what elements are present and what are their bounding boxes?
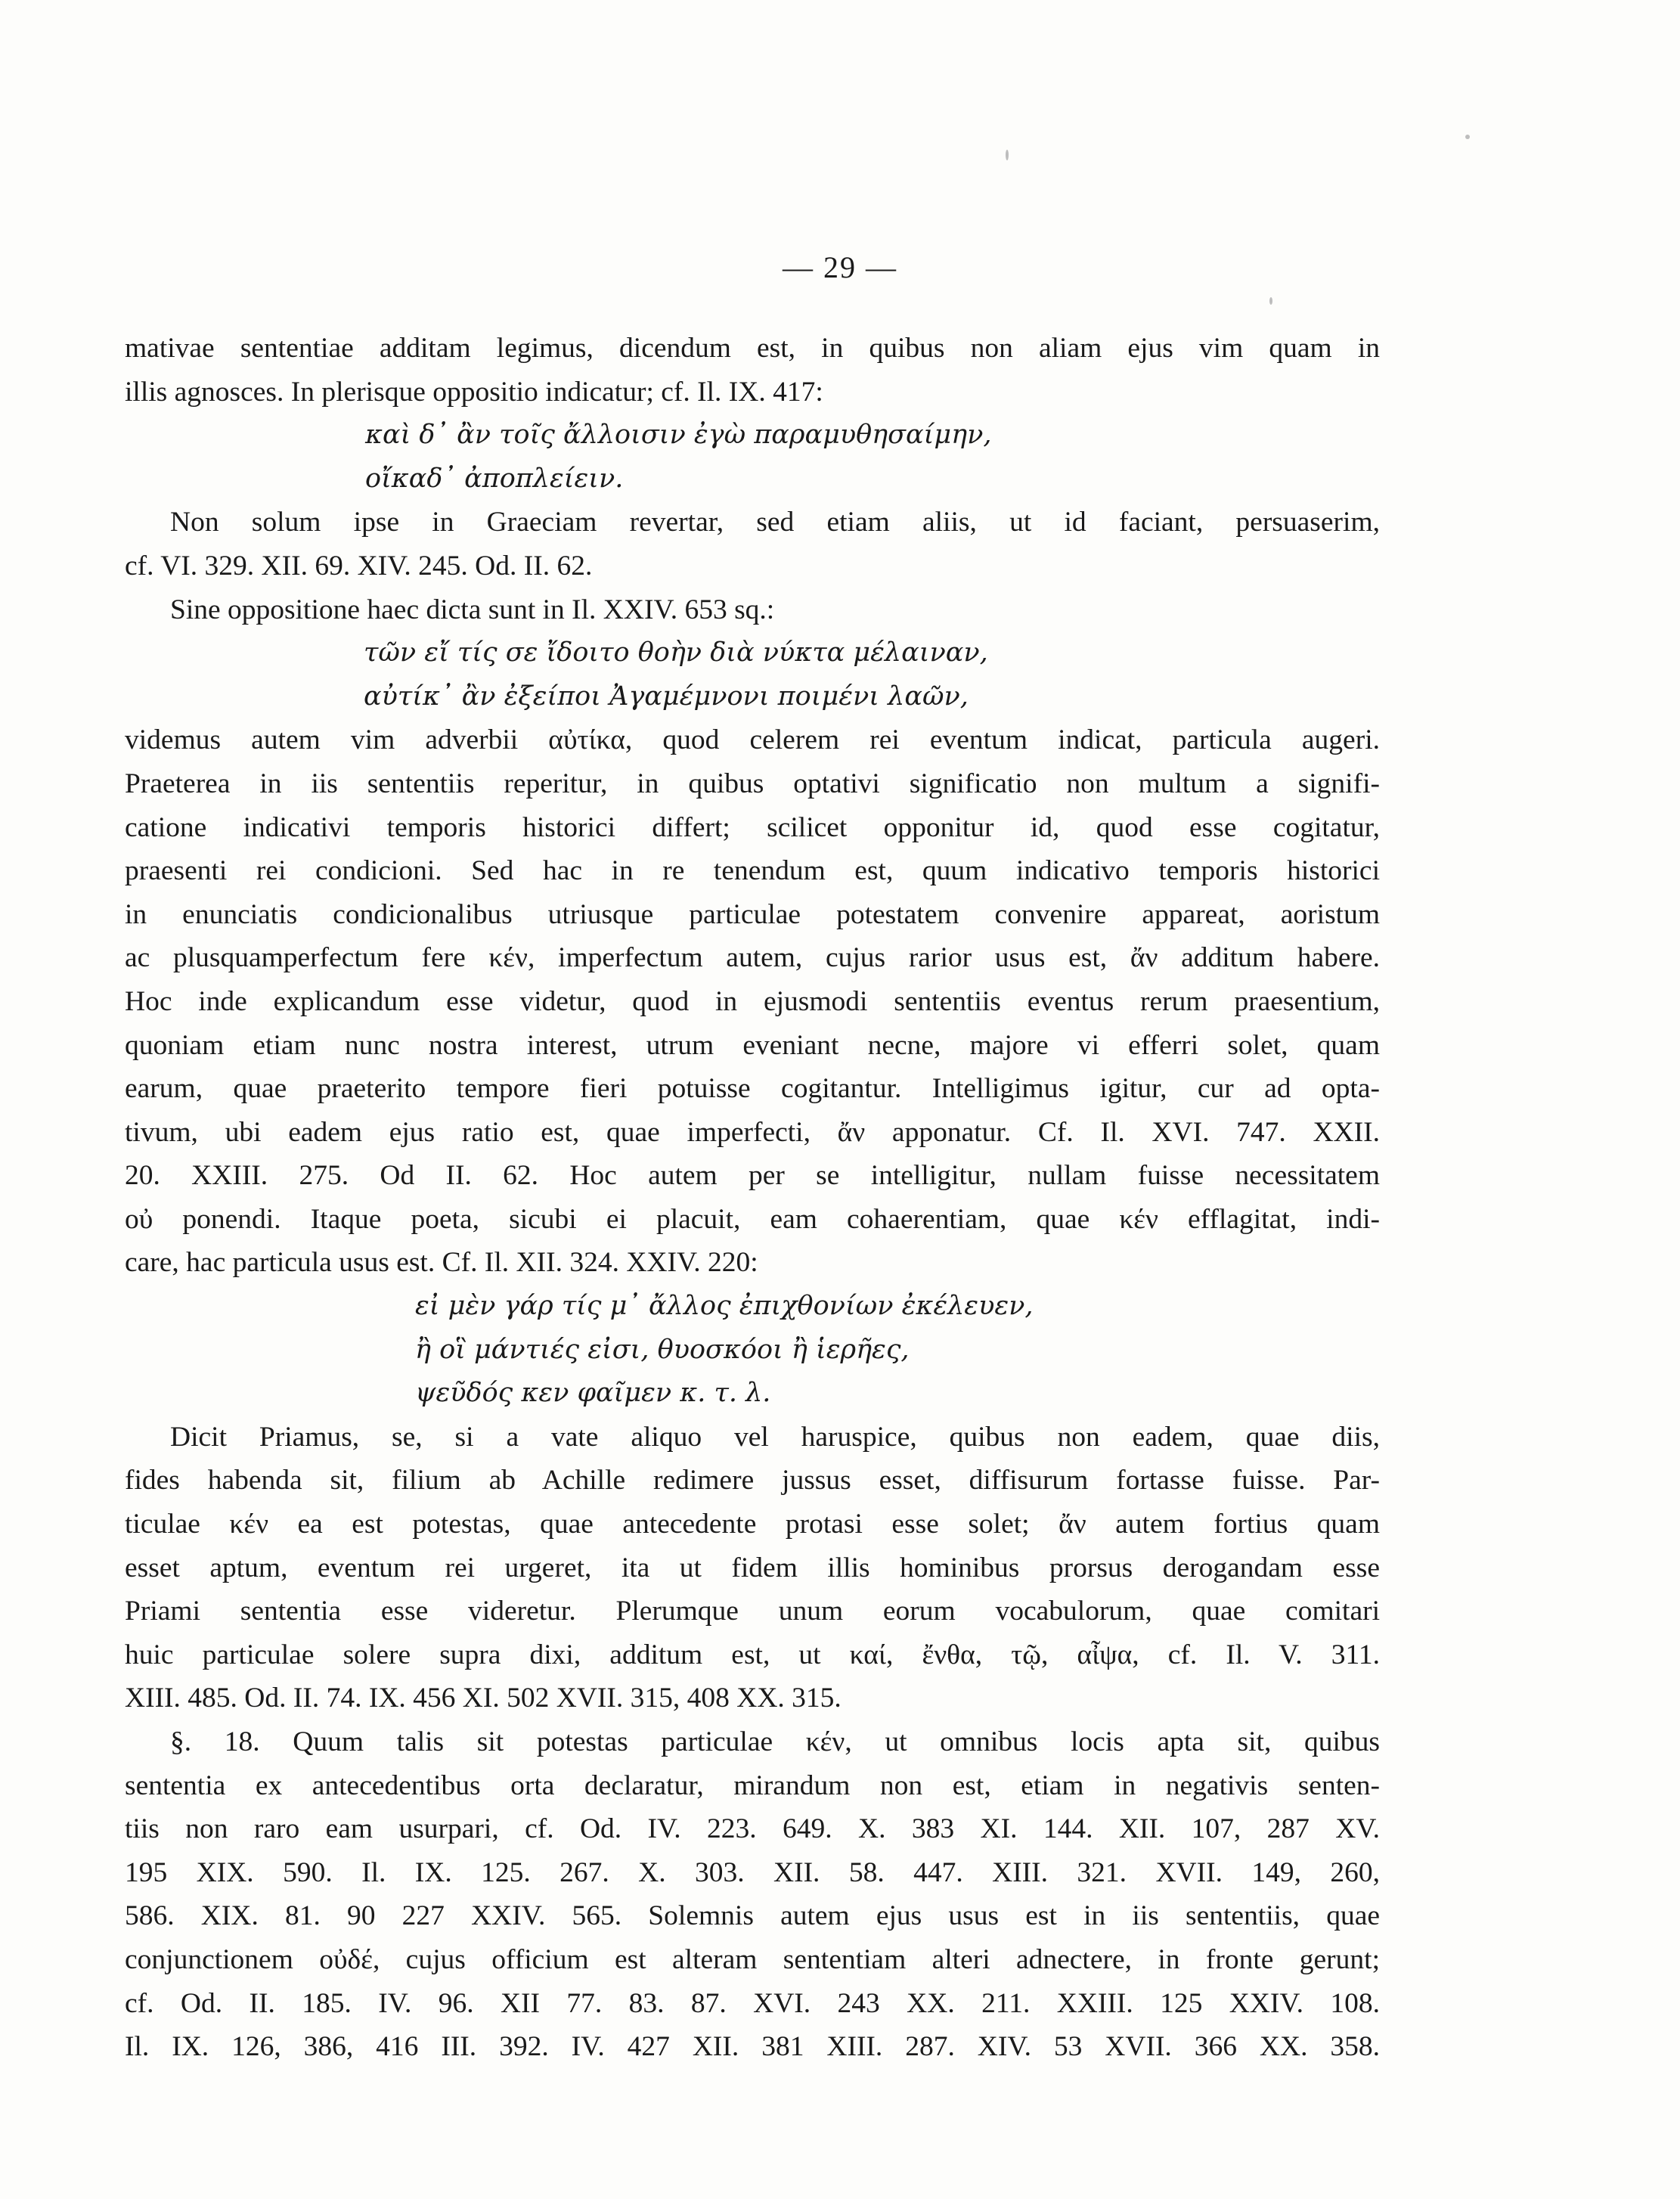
text-line: care, hac particula usus est. Cf. Il. XII. 324. XXIV. 220: (125, 1247, 758, 1279)
verse-line: αὐτίκ᾽ ἂν ἐξείποι Ἀγαμέμνονι ποιμένι λαῶν, (364, 681, 969, 712)
paper-speck (1269, 297, 1272, 305)
verse-line: οἴκαδ᾽ ἀποπλείειν. (365, 463, 624, 494)
text-line: Non solum ipse in Graeciam revertar, sed etiam aliis, ut id faciant, persuaserim, (170, 507, 1380, 538)
text-line: videmus autem vim adverbii αὐτίκα, quod celerem rei eventum indicat, particula augeri. (125, 724, 1380, 756)
paper-speck (1465, 135, 1470, 139)
text-line: XIII. 485. Od. II. 74. IX. 456 XI. 502 XVII. 315, 408 XX. 315. (125, 1683, 842, 1714)
text-line: sententia ex antecedentibus orta declaratur, mirandum non est, etiam in negativis senten- (125, 1769, 1380, 1801)
text-line: 20. XXIII. 275. Od II. 62. Hoc autem per se intelligitur, nullam fuisse necessitatem (125, 1160, 1380, 1192)
text-line: Priami sententia esse videretur. Plerumque unum eorum vocabulorum, quae comitari (125, 1596, 1380, 1627)
verse-line: εἰ μὲν γάρ τίς μ᾽ ἄλλος ἐπιχθονίων ἐκέλευεν, (415, 1291, 1034, 1322)
text-line: mativae sententiae additam legimus, dicendum est, in quibus non aliam ejus vim quam in (125, 333, 1380, 364)
text-line: quoniam etiam nunc nostra interest, utrum eveniant necne, majore vi efferri solet, quam (125, 1029, 1380, 1061)
text-line: cf. VI. 329. XII. 69. XIV. 245. Od. II. 62. (125, 550, 593, 582)
text-line: fides habenda sit, filium ab Achille redimere jussus esset, diffisurum fortasse fuisse. Par- (125, 1465, 1380, 1496)
text-line: esset aptum, eventum rei urgeret, ita ut fidem illis hominibus prorsus derogandam esse (125, 1552, 1380, 1583)
text-line: Hoc inde explicandum esse videtur, quod in ejusmodi sententiis eventus rerum praesentium, (125, 985, 1380, 1017)
text-line: tiis non raro eam usurpari, cf. Od. IV. 223. 649. X. 383 XI. 144. XII. 107, 287 XV. (125, 1813, 1380, 1845)
text-line: ticulae κέν ea est potestas, quae antecedente protasi esse solet; ἄν autem fortius quam (125, 1509, 1380, 1540)
verse-line: καὶ δ᾽ ἂν τοῖς ἄλλοισιν ἐγὼ παραμυθησαίμην, (365, 420, 992, 451)
page-number: — 29 — (783, 250, 897, 284)
text-line: catione indicativi temporis historici differt; scilicet opponitur id, quod esse cogitatur, (125, 811, 1380, 843)
text-line: conjunctionem οὐδέ, cujus officium est alteram sententiam alteri adnectere, in fronte gerunt; (125, 1943, 1380, 1975)
verse-line: ἢ οἳ μάντιές εἰσι, θυοσκόοι ἢ ἱερῆες, (415, 1334, 910, 1365)
text-line: Praeterea in iis sententiis reperitur, in quibus optativi significatio non multum a signifi- (125, 768, 1380, 799)
text-line: huic particulae solere supra dixi, additum est, ut καί, ἔνθα, τῷ, αἶψα, cf. Il. V. 311. (125, 1639, 1380, 1670)
text-line: 586. XIX. 81. 90 227 XXIV. 565. Solemnis autem ejus usus est in iis sententiis, quae (125, 1900, 1380, 1932)
text-line: illis agnosces. In plerisque oppositio indicatur; cf. Il. IX. 417: (125, 376, 823, 408)
text-line: in enunciatis condicionalibus utriusque particulae potestatem convenire appareat, aoristum (125, 898, 1380, 930)
text-line: cf. Od. II. 185. IV. 96. XII 77. 83. 87. XVI. 243 XX. 211. XXIII. 125 XXIV. 108. (125, 1987, 1380, 2019)
text-line: §. 18. Quum talis sit potestas particulae κέν, ut omnibus locis apta sit, quibus (170, 1726, 1380, 1757)
text-line: οὐ ponendi. Itaque poeta, sicubi ei placuit, eam cohaerentiam, quae κέν efflagitat, indi- (125, 1203, 1380, 1235)
text-line: Sine oppositione haec dicta sunt in Il. XXIV. 653 sq.: (170, 594, 775, 625)
verse-line: ψεῦδός κεν φαῖμεν κ. τ. λ. (415, 1378, 771, 1409)
body-text (125, 327, 1380, 2069)
text-line: earum, quae praeterito tempore fieri potuisse cogitantur. Intelligimus igitur, cur ad opta- (125, 1073, 1380, 1105)
paper-speck (1006, 150, 1009, 160)
text-line: Dicit Priamus, se, si a vate aliquo vel haruspice, quibus non eadem, quae diis, (170, 1421, 1380, 1453)
text-line: Il. IX. 126, 386, 416 III. 392. IV. 427 XII. 381 XIII. 287. XIV. 53 XVII. 366 XX. 358. (125, 2031, 1380, 2063)
verse-line: τῶν εἴ τίς σε ἴδοιτο θοὴν διὰ νύκτα μέλαιναν, (364, 637, 988, 668)
text-line: tivum, ubi eadem ejus ratio est, quae imperfecti, ἄν apponatur. Cf. Il. XVI. 747. XXII. (125, 1116, 1380, 1148)
text-line: ac plusquamperfectum fere κέν, imperfectum autem, cujus rarior usus est, ἄν additum habere. (125, 942, 1380, 974)
text-line: praesenti rei condicioni. Sed hac in re tenendum est, quum indicativo temporis historici (125, 855, 1380, 887)
text-line: 195 XIX. 590. Il. IX. 125. 267. X. 303. XII. 58. 447. XIII. 321. XVII. 149, 260, (125, 1856, 1380, 1888)
